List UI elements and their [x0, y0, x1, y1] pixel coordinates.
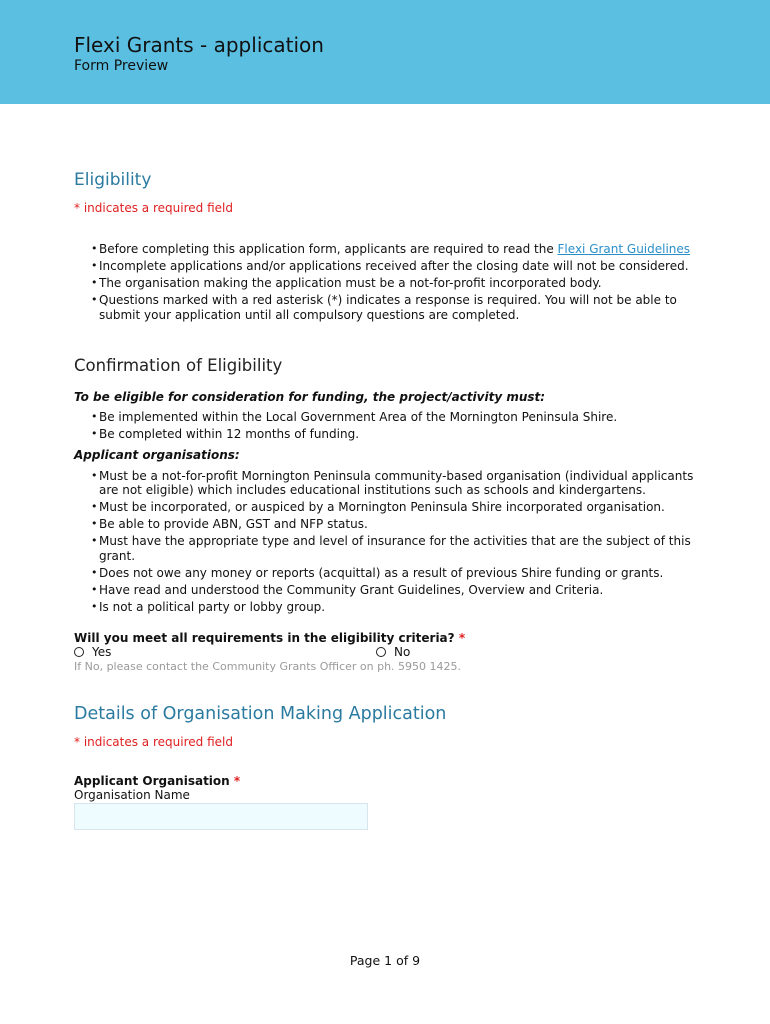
bullet-icon: •	[91, 534, 98, 547]
bullet-icon: •	[91, 242, 98, 255]
organisation-name-input[interactable]	[74, 803, 368, 830]
bullet-icon: •	[91, 500, 98, 513]
radio-circle-icon[interactable]	[74, 647, 84, 657]
required-asterisk: *	[233, 774, 241, 788]
list-item: • Be implemented within the Local Government Area of the Mornington Peninsula Shire.	[91, 410, 618, 424]
details-heading: Details of Organisation Making Application	[74, 704, 447, 724]
radio-yes[interactable]: Yes	[74, 645, 111, 659]
list-item: • Have read and understood the Community Grant Guidelines, Overview and Criteria.	[91, 582, 604, 597]
applicant-criteria-list	[74, 469, 694, 615]
applicant-criteria-intro: Applicant organisations:	[74, 447, 240, 462]
bullet-icon: •	[91, 259, 98, 272]
bullet-icon: •	[91, 517, 98, 530]
eligibility-radio-group	[74, 645, 694, 659]
eligibility-hint: If No, please contact the Community Grants Officer on ph. 5950 1425.	[74, 660, 462, 673]
bullet-icon: •	[91, 565, 98, 579]
form-subtitle: Form Preview	[74, 58, 169, 74]
radio-no[interactable]: No	[376, 645, 410, 659]
page-number: Page 1 of 9	[349, 953, 421, 968]
eligibility-list	[74, 242, 694, 322]
bullet-icon: •	[91, 427, 98, 440]
list-item: • Must be a not-for-profit Mornington Peninsula community-based organisation (individual applicants are not eligible) which includes educational institutions such as schools and kindergartens.	[91, 468, 694, 497]
bullet-icon: •	[91, 293, 98, 306]
eligibility-heading: Eligibility	[74, 170, 152, 190]
bullet-icon: •	[91, 599, 98, 613]
project-criteria-list	[74, 410, 694, 442]
list-item: • The organisation making the application must be a not-for-profit incorporated body.	[91, 276, 602, 290]
list-item: • Questions marked with a red asterisk (*) indicates a response is required. You will not be able to submit your application until all compulsory questions are completed.	[91, 293, 677, 322]
radio-circle-icon[interactable]	[376, 647, 386, 657]
guidelines-link[interactable]: Flexi Grant Guidelines	[557, 242, 691, 256]
list-item: • Is not a political party or lobby group.	[91, 599, 326, 614]
organisation-name-label: Organisation Name	[74, 788, 190, 802]
list-item: • Incomplete applications and/or applications received after the closing date will not be considered.	[91, 259, 689, 273]
form-content	[74, 170, 694, 830]
eligibility-question: Will you meet all requirements in the eligibility criteria? *	[74, 631, 466, 645]
bullet-icon: •	[91, 410, 98, 423]
list-item: • Be able to provide ABN, GST and NFP status.	[91, 517, 368, 531]
bullet-icon: •	[91, 276, 98, 289]
required-field-note: * indicates a required field	[74, 735, 233, 749]
applicant-organisation-label: Applicant Organisation *	[74, 774, 241, 788]
project-criteria-intro: To be eligible for consideration for funding, the project/activity must:	[74, 390, 546, 404]
required-field-note: * indicates a required field	[74, 201, 233, 215]
list-item: • Must have the appropriate type and level of insurance for the activities that are the subject of this grant.	[91, 534, 691, 563]
list-item: • Before completing this application form, applicants are required to read the Flexi Grant Guidelines	[91, 242, 691, 256]
confirmation-heading: Confirmation of Eligibility	[74, 356, 283, 375]
page-header	[0, 0, 770, 104]
list-item: • Does not owe any money or reports (acquittal) as a result of previous Shire funding or grants.	[91, 565, 664, 580]
bullet-icon: •	[91, 582, 98, 596]
bullet-icon: •	[91, 468, 98, 482]
list-item: • Be completed within 12 months of funding.	[91, 427, 360, 441]
list-item: • Must be incorporated, or auspiced by a Mornington Peninsula Shire incorporated organisation.	[91, 500, 665, 514]
form-title: Flexi Grants - application	[74, 33, 324, 57]
required-asterisk: *	[458, 631, 466, 645]
